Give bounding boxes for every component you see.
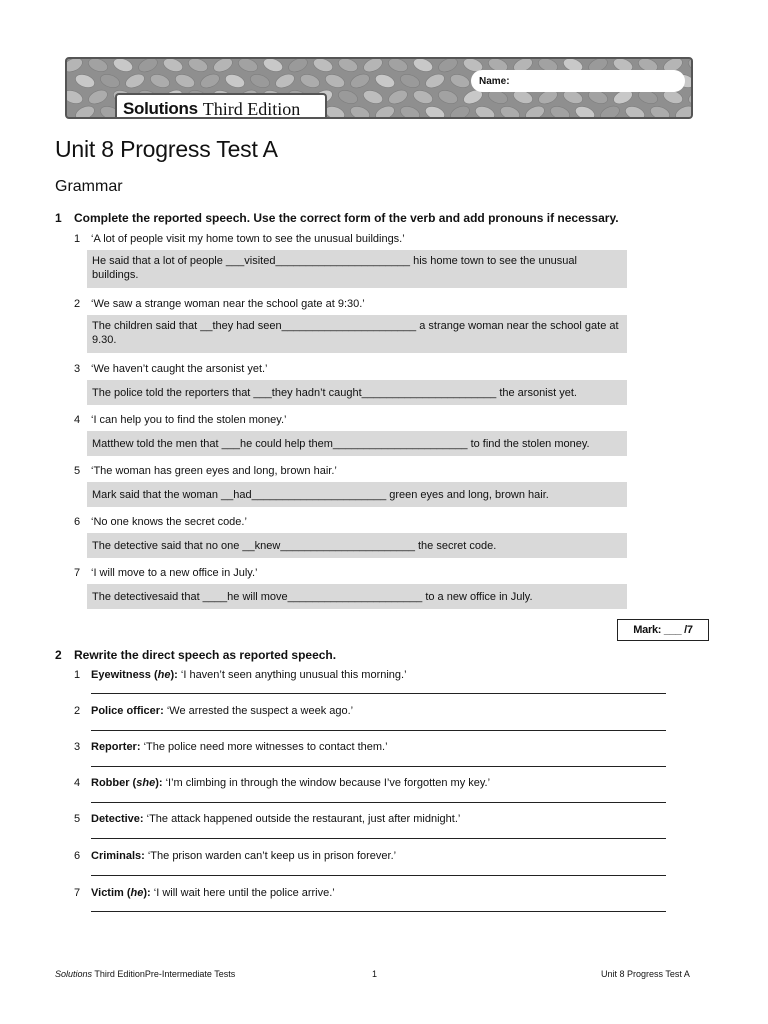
banner-pill bbox=[598, 103, 621, 119]
ex1-item-number: 6 bbox=[74, 516, 81, 528]
answer-line[interactable] bbox=[91, 766, 666, 767]
banner-pill bbox=[86, 87, 109, 106]
ex1-item-prompt: ‘I will move to a new office in July.’ bbox=[91, 567, 258, 579]
ex2-item-prompt bbox=[91, 850, 396, 862]
ex2-item-prompt bbox=[91, 705, 353, 717]
banner-pill bbox=[374, 72, 397, 90]
ex1-item-number: 4 bbox=[74, 414, 81, 426]
exercise-1-instruction bbox=[55, 211, 619, 225]
footer-edition: Third EditionPre-Intermediate Tests bbox=[92, 969, 236, 979]
ex1-answer-box[interactable]: Matthew told the men that ___he could help them______________________ to find the stolen money. bbox=[87, 431, 627, 456]
banner-pill bbox=[73, 103, 96, 119]
banner-pill bbox=[437, 88, 460, 106]
banner-pill bbox=[549, 104, 572, 119]
ex2-item-prompt bbox=[91, 813, 460, 825]
answer-line[interactable] bbox=[91, 875, 666, 876]
exercise-1-text: Complete the reported speech. Use the correct form of the verb and add pronouns if necessary. bbox=[74, 211, 619, 225]
banner-pill bbox=[74, 72, 97, 90]
ex2-item-prompt: Robber (she): ‘I’m climbing in through the window because I’ve forgotten my key.’ bbox=[91, 777, 491, 789]
ex1-item-prompt: ‘A lot of people visit my home town to see the unusual buildings.’ bbox=[91, 233, 405, 245]
header-banner bbox=[65, 57, 693, 119]
banner-pill bbox=[574, 104, 597, 119]
banner-pill bbox=[387, 59, 410, 74]
banner-pill bbox=[423, 71, 446, 90]
banner-pill bbox=[211, 59, 234, 75]
banner-pill bbox=[399, 72, 422, 90]
logo-title: Solutions bbox=[123, 99, 198, 118]
ex2-quote: ‘I will wait here until the police arrive.’ bbox=[153, 887, 335, 899]
banner-pill bbox=[286, 59, 309, 75]
banner-pill bbox=[67, 59, 85, 75]
banner-pill bbox=[624, 104, 647, 119]
banner-pill bbox=[198, 71, 221, 90]
ex2-speaker: Criminals: bbox=[91, 850, 145, 862]
name-field[interactable] bbox=[471, 70, 685, 92]
banner-pill bbox=[149, 72, 172, 90]
banner-pill bbox=[474, 104, 497, 119]
ex2-item-number: 4 bbox=[74, 777, 81, 789]
ex2-quote: ‘The attack happened outside the restaurant, just after midnight.’ bbox=[146, 813, 461, 825]
ex1-answer-box[interactable]: The detectivesaid that ____he will move______________________ to a new office in July. bbox=[87, 584, 627, 609]
banner-pill bbox=[436, 59, 459, 75]
banner-pill bbox=[262, 59, 285, 74]
banner-pill bbox=[87, 59, 110, 74]
ex1-item-prompt: ‘No one knows the secret code.’ bbox=[91, 516, 247, 528]
banner-pill bbox=[237, 59, 260, 74]
ex2-item-number: 5 bbox=[74, 813, 81, 825]
ex2-speaker: Eyewitness bbox=[91, 669, 151, 681]
banner-pill bbox=[162, 59, 185, 74]
banner-pill bbox=[136, 59, 159, 75]
footer-series: Solutions bbox=[55, 969, 93, 979]
ex1-answer-box[interactable]: The detective said that no one __knew______________________ the secret code. bbox=[87, 533, 627, 558]
exercise-2-instruction bbox=[55, 648, 336, 662]
ex1-item-prompt: ‘We saw a strange woman near the school gate at 9:30.’ bbox=[91, 298, 365, 310]
banner-pill bbox=[412, 59, 435, 74]
ex2-item-number: 2 bbox=[74, 705, 81, 717]
banner-pill bbox=[373, 103, 396, 119]
ex2-speaker: Reporter: bbox=[91, 741, 141, 753]
ex1-answer-box[interactable]: He said that a lot of people ___visited______________________ his home town to see the unusual buildings. bbox=[87, 250, 627, 288]
ex1-item-number: 3 bbox=[74, 363, 81, 375]
ex2-pronoun: she bbox=[136, 777, 156, 789]
exercise-2-number: 2 bbox=[55, 648, 62, 662]
banner-pill bbox=[324, 72, 347, 90]
ex2-item-prompt: Victim (he): ‘I will wait here until the police arrive.’ bbox=[91, 887, 335, 899]
banner-pill bbox=[224, 72, 247, 90]
logo bbox=[115, 93, 327, 119]
footer-left bbox=[55, 969, 235, 979]
logo-edition: Third Edition bbox=[202, 98, 301, 119]
banner-pill bbox=[523, 103, 546, 119]
ex1-item-number: 7 bbox=[74, 567, 81, 579]
ex1-item-number: 5 bbox=[74, 465, 81, 477]
banner-pill bbox=[187, 59, 210, 74]
ex1-answer-box[interactable]: The police told the reporters that ___they hadn’t caught______________________ the arsonist yet. bbox=[87, 380, 627, 405]
ex2-item-prompt bbox=[91, 741, 388, 753]
ex2-speaker: Detective: bbox=[91, 813, 144, 825]
ex1-item-prompt: ‘I can help you to find the stolen money.’ bbox=[91, 414, 287, 426]
ex2-item-number: 7 bbox=[74, 887, 81, 899]
banner-pill bbox=[249, 72, 272, 90]
banner-pill bbox=[673, 103, 693, 119]
ex2-item-number: 6 bbox=[74, 850, 81, 862]
exercise-1-number: 1 bbox=[55, 211, 62, 225]
banner-pill bbox=[273, 71, 296, 90]
answer-line[interactable] bbox=[91, 911, 666, 912]
footer-page-number: 1 bbox=[372, 969, 378, 979]
banner-pill bbox=[123, 71, 146, 90]
banner-pill bbox=[361, 59, 384, 75]
ex2-item-number: 3 bbox=[74, 741, 81, 753]
banner-pill bbox=[99, 72, 122, 90]
exercise-2-text: Rewrite the direct speech as reported speech. bbox=[74, 648, 337, 662]
ex1-item-number: 2 bbox=[74, 298, 81, 310]
banner-pill bbox=[312, 59, 335, 74]
banner-pill bbox=[337, 88, 360, 106]
name-label: Name: bbox=[479, 75, 510, 87]
mark-box: Mark: ___ /7 bbox=[617, 619, 709, 641]
banner-pill bbox=[687, 59, 693, 74]
ex2-quote: ‘We arrested the suspect a week ago.’ bbox=[166, 705, 354, 717]
answer-line[interactable] bbox=[91, 838, 666, 839]
banner-pill bbox=[174, 72, 197, 90]
ex2-quote: ‘The police need more witnesses to contact them.’ bbox=[143, 741, 388, 753]
banner-pill bbox=[412, 88, 435, 106]
ex2-item-number: 1 bbox=[74, 669, 81, 681]
ex1-item-number: 1 bbox=[74, 233, 81, 245]
footer-right: Unit 8 Progress Test A bbox=[601, 969, 690, 979]
ex2-pronoun: he bbox=[157, 669, 171, 681]
banner-pill bbox=[399, 104, 422, 119]
banner-pill bbox=[349, 104, 372, 119]
ex1-answer-box[interactable]: The children said that __they had seen______________________ a strange woman near the school gate at 9.30. bbox=[87, 315, 627, 353]
answer-line[interactable] bbox=[91, 802, 666, 803]
ex2-speaker: Police officer: bbox=[91, 705, 164, 717]
ex1-item-prompt: ‘We haven’t caught the arsonist yet.’ bbox=[91, 363, 268, 375]
banner-pill bbox=[448, 103, 471, 119]
banner-pill bbox=[348, 71, 371, 90]
ex1-item-prompt: ‘The woman has green eyes and long, brown hair.’ bbox=[91, 465, 337, 477]
ex2-speaker: Robber bbox=[91, 777, 130, 789]
banner-pill bbox=[112, 59, 135, 74]
banner-pill bbox=[386, 87, 409, 106]
ex2-quote: ‘I’m climbing in through the window because I’ve forgotten my key.’ bbox=[165, 777, 491, 789]
banner-pill bbox=[337, 59, 360, 74]
answer-line[interactable] bbox=[91, 693, 666, 694]
banner-pill bbox=[686, 87, 693, 106]
ex2-pronoun: he bbox=[130, 887, 144, 899]
banner-pill bbox=[499, 104, 522, 119]
banner-pill bbox=[362, 88, 385, 106]
ex2-quote: ‘I haven’t seen anything unusual this morning.’ bbox=[180, 669, 407, 681]
ex2-speaker: Victim bbox=[91, 887, 124, 899]
ex1-answer-box[interactable]: Mark said that the woman __had______________________ green eyes and long, brown hair. bbox=[87, 482, 627, 507]
banner-pill bbox=[67, 88, 84, 106]
banner-pill bbox=[649, 104, 672, 119]
banner-pill bbox=[299, 72, 322, 90]
page-title: Unit 8 Progress Test A bbox=[55, 136, 278, 162]
banner-pill bbox=[424, 104, 447, 119]
ex2-item-prompt: Eyewitness (he): ‘I haven’t seen anything unusual this morning.’ bbox=[91, 669, 407, 681]
banner-pill bbox=[449, 72, 472, 90]
section-title: Grammar bbox=[55, 178, 123, 195]
answer-line[interactable] bbox=[91, 730, 666, 731]
ex2-quote: ‘The prison warden can’t keep us in prison forever.’ bbox=[147, 850, 397, 862]
